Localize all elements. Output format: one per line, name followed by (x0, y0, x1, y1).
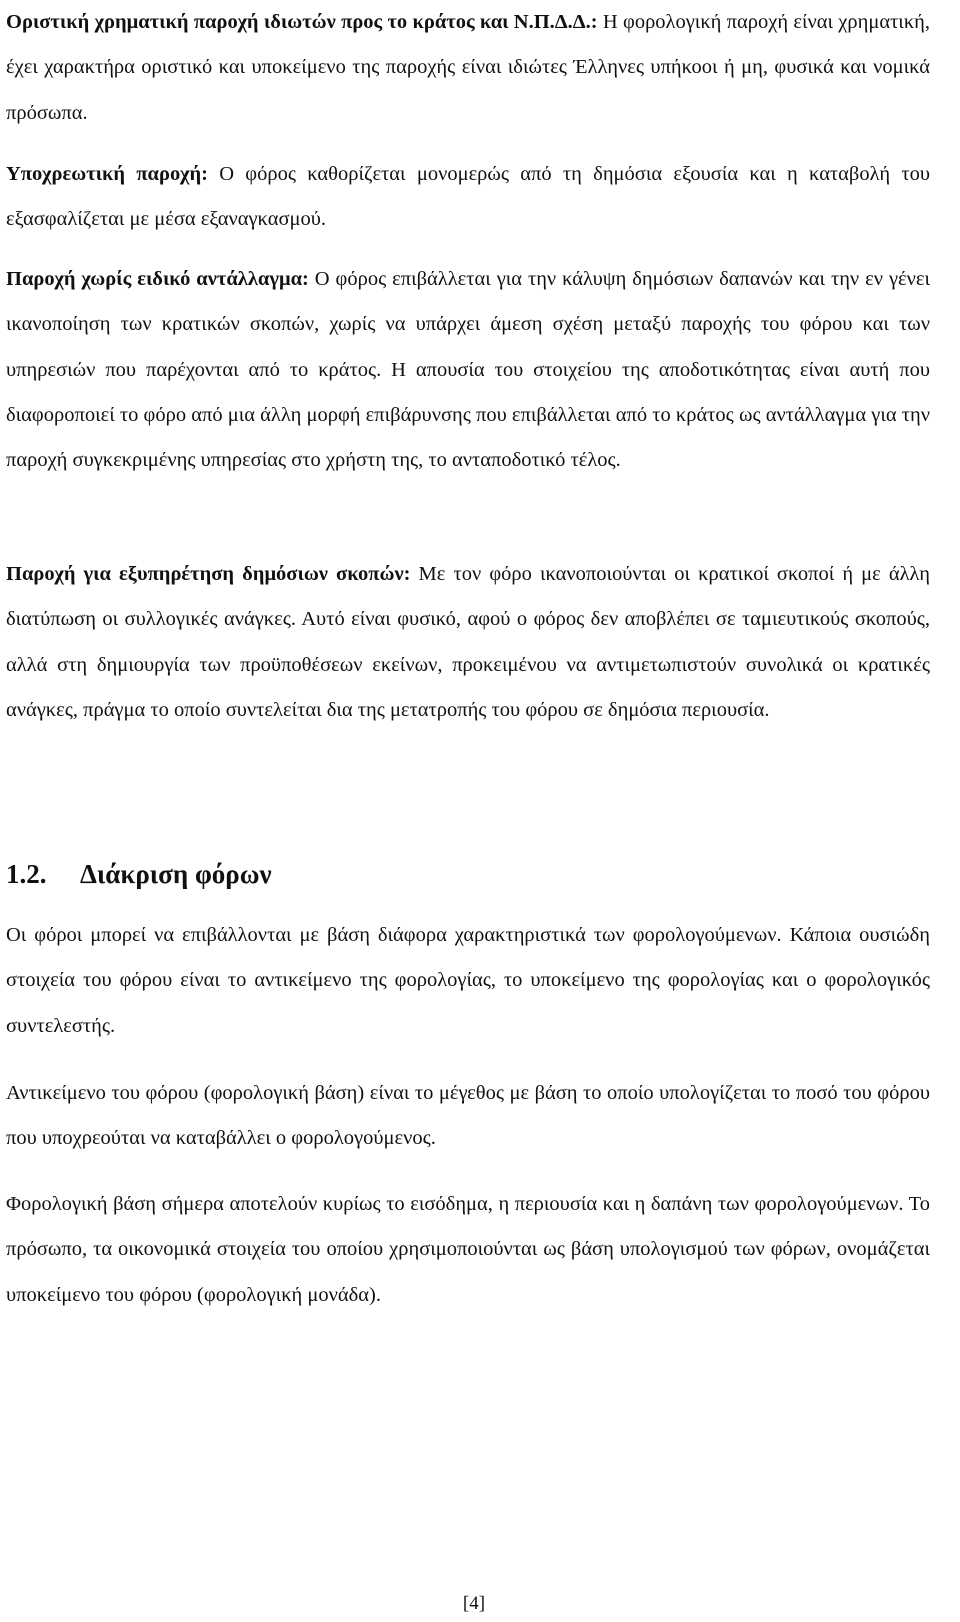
paragraph-text: Φορολογική βάση σήμερα αποτελούν κυρίως το εισόδημα, η περιουσία και η δαπάνη των φορολογούμενων. Το πρόσωπο, τα οικονομικά στοιχεία του οποίου χρησιμοποιούνται ως βάση υπολογισμού των φόρων, ονομάζεται υποκείμενο του φόρου (φορολογική μονάδα). (6, 1193, 930, 1306)
paragraph-text: Ο φόρος επιβάλλεται για την κάλυψη δημόσιων δαπανών και την εν γένει ικανοποίηση των κρατικών σκοπών, χωρίς να υπάρχει άμεση σχέση μεταξύ παροχής του φόρου και των υπηρεσιών που παρέχονται από το κράτος. Η απουσία του στοιχείου της αποδοτικότητας είναι αυτή που διαφοροποιεί το φόρο από μια άλλη μορφή επιβάρυνσης που επιβάλλεται από το κράτος ως αντάλλαγμα για την παροχή συγκεκριμένης υπηρεσίας στο χρήστη της, το ανταποδοτικό τέλος. (6, 268, 931, 472)
paragraph-lead: Οριστική χρηματική παροχή ιδιωτών προς το κράτος και Ν.Π.Δ.Δ.: (6, 11, 598, 33)
paragraph-text: Η φορολογική παροχή είναι χρηματική, έχει χαρακτήρα οριστικό και υποκείμενο της παροχής είναι ιδιώτες Έλληνες υπήκοοι ή μη, φυσικά και νομικά πρόσωπα. (6, 11, 931, 124)
paragraph-tax-characteristics (6, 913, 930, 1049)
paragraph-lead: Παροχή χωρίς ειδικό αντάλλαγμα: (6, 268, 309, 290)
paragraph-lead: Παροχή για εξυπηρέτηση δημόσιων σκοπών: (6, 563, 411, 585)
paragraph-compulsory-payment (6, 152, 930, 243)
section-heading (6, 856, 930, 892)
paragraph-tax-object (6, 1071, 930, 1162)
paragraph-text: Ο φόρος καθορίζεται μονομερώς από τη δημόσια εξουσία και η καταβολή του εξασφαλίζεται με μέσα εξαναγκασμού. (6, 163, 930, 231)
section-number: 1.2. (6, 859, 47, 889)
section-title: Διάκριση φόρων (80, 859, 272, 889)
paragraph-text: Οι φόροι μπορεί να επιβάλλονται με βάση διάφορα χαρακτηριστικά των φορολογούμενων. Κάποια ουσιώδη στοιχεία του φόρου είναι το αντικείμενο της φορολογίας, το υποκείμενο της φορολογίας και ο φορολογικός συντελεστής. (6, 924, 930, 1037)
page-number: [4] (462, 1593, 486, 1614)
paragraph-lead: Υποχρεωτική παροχή: (6, 163, 208, 185)
paragraph-definitive-payment (6, 0, 930, 136)
paragraph-public-purposes (6, 552, 930, 733)
paragraph-no-specific-return (6, 257, 930, 483)
paragraph-tax-base (6, 1182, 930, 1318)
paragraph-text: Με τον φόρο ικανοποιούνται οι κρατικοί σκοποί ή με άλλη διατύπωση οι συλλογικές ανάγκες. Αυτό είναι φυσικό, αφού ο φόρος δεν αποβλέπει σε ταμιευτικούς σκοπούς, αλλά στη δημιουργία των προϋποθέσεων εκείνων, προκειμένου να αντιμετωπιστούν συνολικά οι κρατικές ανάγκες, πράγμα το οποίο συντελείται δια της μετατροπής του φόρου σε δημόσια περιουσία. (6, 563, 930, 721)
paragraph-text: Αντικείμενο του φόρου (φορολογική βάση) είναι το μέγεθος με βάση το οποίο υπολογίζεται το ποσό του φόρου που υποχρεούται να καταβάλλει ο φορολογούμενος. (6, 1082, 930, 1150)
